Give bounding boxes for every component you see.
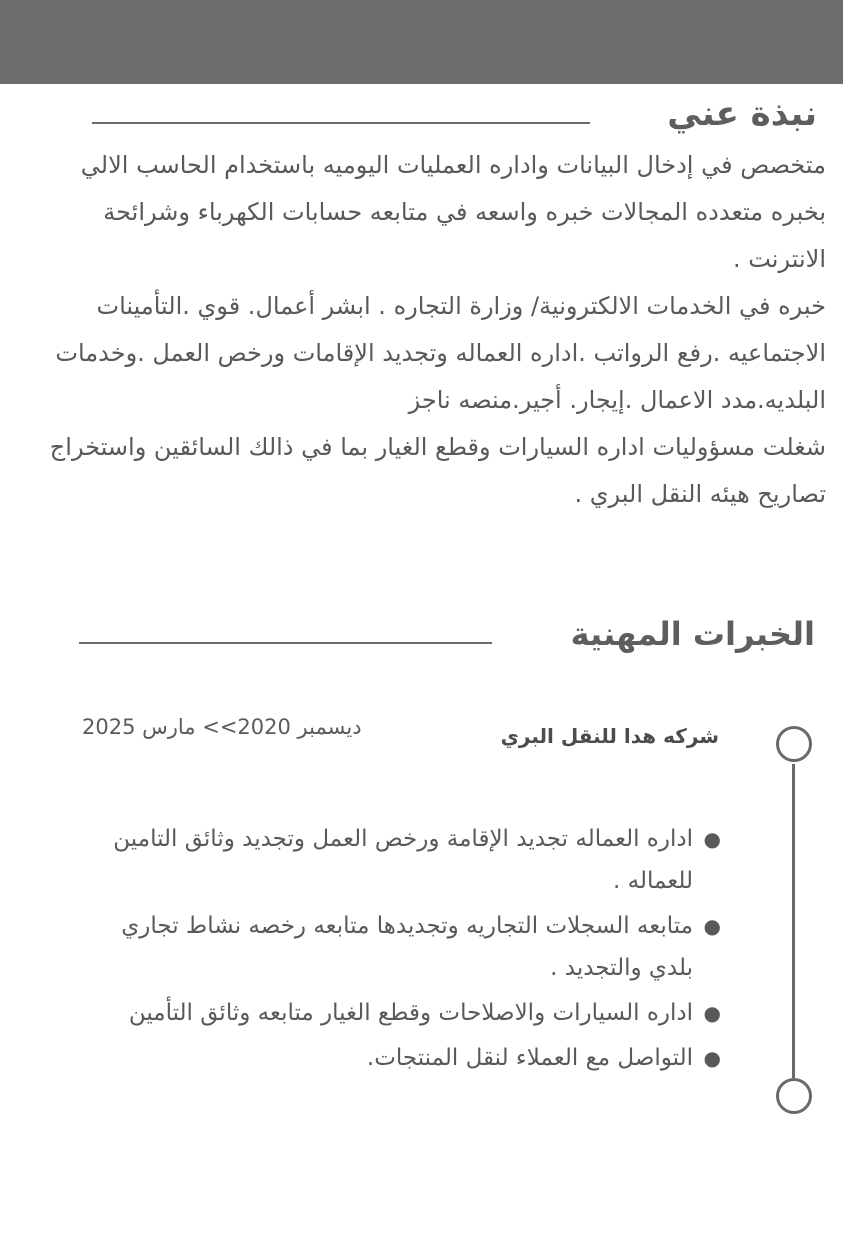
about-paragraph: متخصص في إدخال البيانات واداره العمليات اليوميه باستخدام الحاسب الالي بخبره متعدده المجالات خبره واسعه في متابعه حسابات الكهرباء وشرائحة الانترنت . bbox=[80, 151, 826, 273]
duties-list bbox=[96, 818, 721, 1082]
experience-title-divider bbox=[79, 642, 492, 644]
timeline-end-circle-icon bbox=[776, 1078, 812, 1114]
about-paragraph: خبره في الخدمات الالكترونية/ وزارة التجاره . ابشر أعمال. قوي .التأمينات الاجتماعيه .رفع الرواتب .اداره العماله وتجديد الإقامات ورخص العمل .وخدمات البلديه.مدد الاعمال .إيجار. أجير.منصه ناجز bbox=[55, 292, 826, 414]
bullet-icon: ● bbox=[703, 1046, 721, 1070]
header-bar bbox=[0, 0, 843, 84]
bullet-icon: ● bbox=[703, 914, 721, 938]
duty-text: متابعه السجلات التجاريه وتجديدها متابعه رخصه نشاط تجاري بلدي والتجديد . bbox=[121, 913, 693, 981]
timeline-line bbox=[792, 764, 795, 1078]
duty-text: التواصل مع العملاء لنقل المنتجات. bbox=[366, 1045, 693, 1071]
duty-text: اداره العماله تجديد الإقامة ورخص العمل وتجديد وثائق التامين للعماله . bbox=[113, 826, 693, 894]
list-item bbox=[96, 1037, 721, 1079]
about-title-divider bbox=[92, 122, 590, 124]
experience-section-title: الخبرات المهنية bbox=[570, 615, 815, 653]
list-item bbox=[96, 905, 721, 989]
bullet-icon: ● bbox=[703, 1001, 721, 1025]
timeline-start-circle-icon bbox=[776, 726, 812, 762]
company-name: شركه هدا للنقل البري bbox=[500, 724, 719, 748]
bullet-icon: ● bbox=[703, 827, 721, 851]
employment-period: ديسمبر 2020>> مارس 2025 bbox=[82, 715, 362, 739]
list-item bbox=[96, 992, 721, 1034]
about-paragraph: شغلت مسؤوليات اداره السيارات وقطع الغيار بما في ذالك السائقين واستخراج تصاريح هيئه النقل البري . bbox=[49, 433, 826, 508]
about-section-title: نبذة عني bbox=[667, 94, 817, 134]
about-text bbox=[40, 142, 826, 518]
duty-text: اداره السيارات والاصلاحات وقطع الغيار متابعه وثائق التأمين bbox=[128, 1000, 693, 1026]
list-item bbox=[96, 818, 721, 902]
